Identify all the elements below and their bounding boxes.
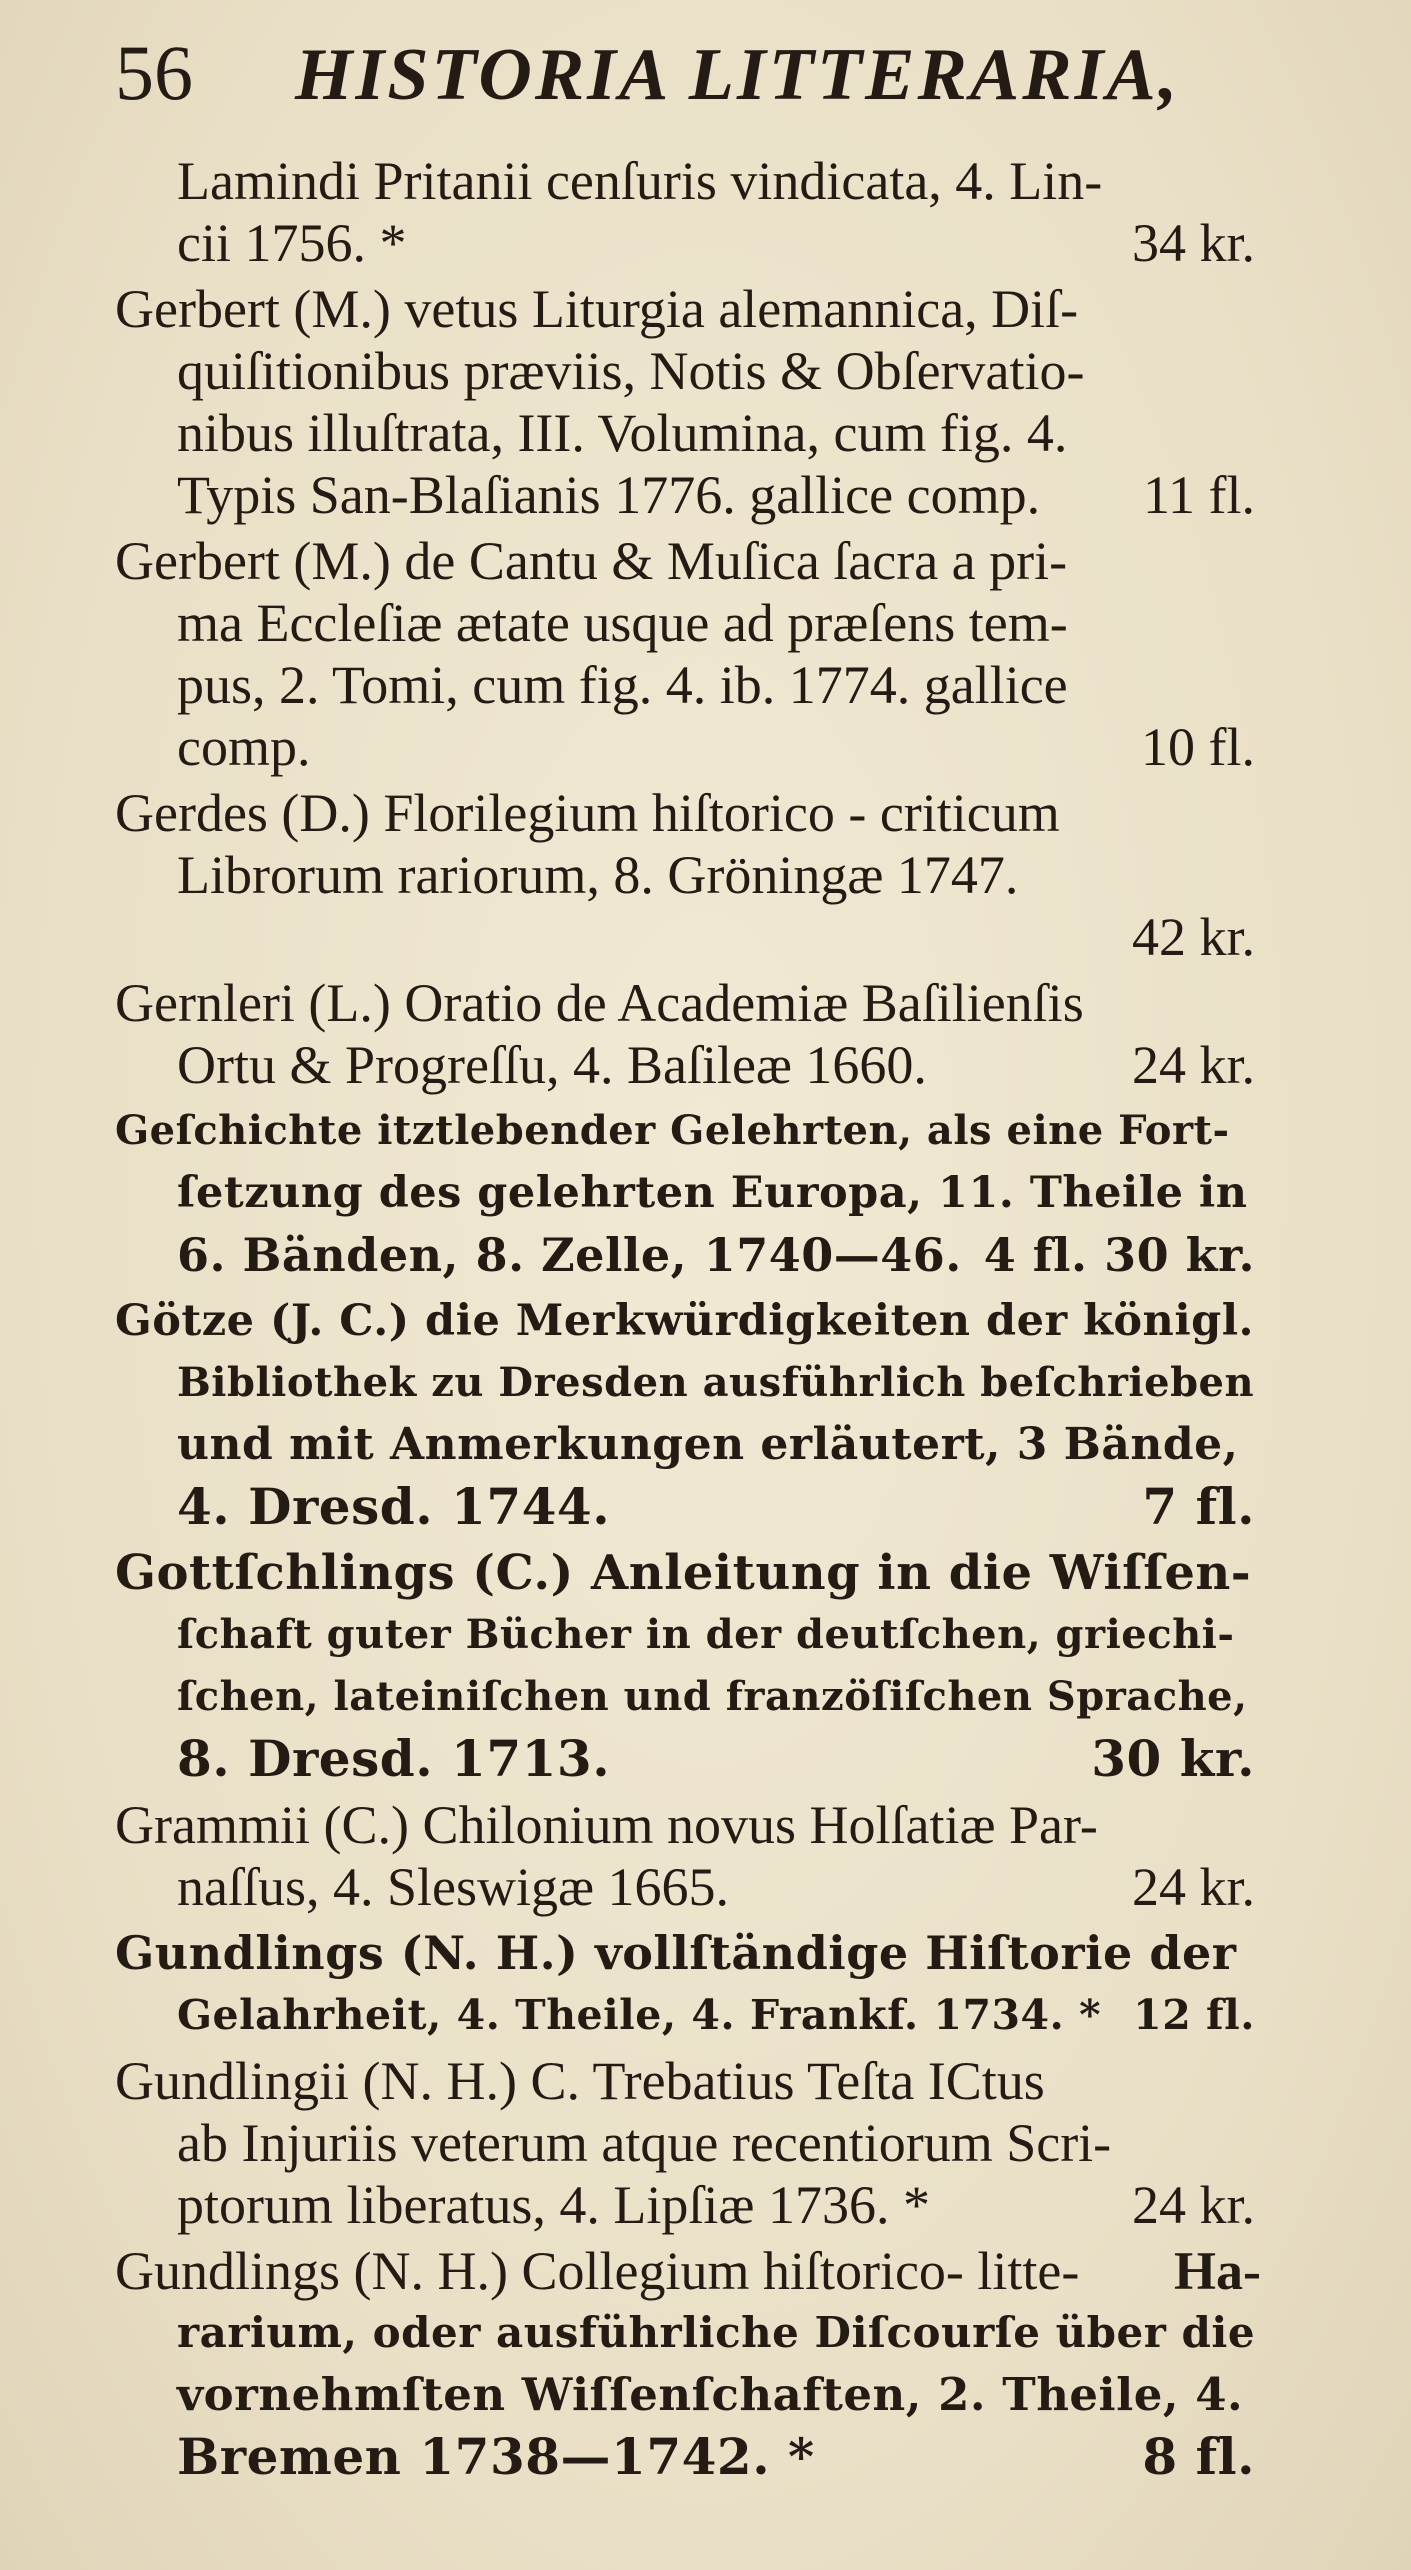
entry-line bbox=[115, 2302, 1255, 2364]
entry-line bbox=[115, 2112, 1255, 2174]
entry-line bbox=[115, 1414, 1255, 1476]
entry-text: quiſitionibus præviis, Notis & Obſervatio- bbox=[177, 341, 1085, 401]
entry-text: Gundlings (N. H.) vollſtändige Hiſtorie der bbox=[115, 1926, 1237, 1980]
entry-text: Götze (J. C.) die Merkwürdigkeiten der königl. bbox=[115, 1296, 1255, 1346]
entry-text: Gundlingii (N. H.) C. Trebatius Teſta ICtus bbox=[115, 2051, 1045, 2111]
entry-price: 11 fl. bbox=[1143, 465, 1255, 525]
entry-text: ab Injuriis veterum atque recentiorum Scri- bbox=[177, 2113, 1112, 2173]
entry-line bbox=[115, 592, 1255, 654]
catalog-entry bbox=[115, 1542, 1255, 1790]
entry-text: pus, 2. Tomi, cum fig. 4. ib. 1774. gallice bbox=[177, 655, 1068, 715]
entry-line bbox=[115, 844, 1255, 906]
entry-text: Typis San-Blaſianis 1776. gallice comp. bbox=[177, 465, 1041, 525]
entry-price: 10 fl. bbox=[1141, 717, 1255, 777]
catchword: Ha- bbox=[1174, 2241, 1261, 2301]
entry-text: ſchen, lateiniſchen und franzöſiſchen Sprache, bbox=[177, 1673, 1248, 1720]
entry-price: 24 kr. bbox=[1131, 1035, 1255, 1095]
running-title: HISTORIA LITTERARIA, bbox=[295, 34, 1181, 116]
entry-line bbox=[115, 212, 1255, 274]
entry-text: ſchaft guter Bücher in der deutſchen, griechi- bbox=[177, 1611, 1235, 1658]
entry-line bbox=[115, 2240, 1255, 2302]
catalog-entry bbox=[115, 150, 1255, 274]
entry-line bbox=[115, 2174, 1255, 2236]
entry-line bbox=[115, 782, 1255, 844]
entry-line bbox=[115, 1728, 1255, 1790]
catalog-entries bbox=[115, 150, 1255, 2492]
entry-line bbox=[115, 1542, 1255, 1604]
entry-text: Bremen 1738—1742. * bbox=[177, 2427, 815, 2486]
catalog-entry bbox=[115, 1100, 1255, 1286]
entry-line bbox=[115, 906, 1255, 968]
entry-text: ſetzung des gelehrten Europa, 11. Theile in bbox=[177, 1168, 1248, 1218]
entry-line bbox=[115, 2364, 1255, 2426]
entry-line bbox=[115, 654, 1255, 716]
catalog-entry bbox=[115, 1290, 1255, 1538]
entry-text: 8. Dresd. 1713. bbox=[177, 1729, 611, 1788]
entry-line bbox=[115, 402, 1255, 464]
entry-text: Librorum rariorum, 8. Gröningæ 1747. bbox=[177, 845, 1019, 905]
entry-text: Gerdes (D.) Florilegium hiſtorico - criticum bbox=[115, 783, 1060, 843]
entry-price: 30 kr. bbox=[1091, 1729, 1255, 1788]
catalog-entry bbox=[115, 782, 1255, 968]
entry-text: Gerbert (M.) vetus Liturgia alemannica, Diſ- bbox=[115, 279, 1079, 339]
entry-line bbox=[115, 1352, 1255, 1414]
entry-line bbox=[115, 150, 1255, 212]
entry-text: ma Eccleſiæ ætate usque ad præſens tem- bbox=[177, 593, 1068, 653]
catalog-entry bbox=[115, 278, 1255, 526]
entry-text: comp. bbox=[177, 717, 311, 777]
running-header bbox=[115, 28, 1245, 128]
entry-price: 24 kr. bbox=[1131, 1857, 1255, 1917]
entry-text: Gottſchlings (C.) Anleitung in die Wiſſen- bbox=[115, 1545, 1252, 1601]
catalog-entry bbox=[115, 1794, 1255, 1918]
entry-price: 42 kr. bbox=[1131, 907, 1255, 967]
entry-line bbox=[115, 1856, 1255, 1918]
entry-price: 4 fl. 30 kr. bbox=[983, 1228, 1255, 1282]
entry-line bbox=[115, 1224, 1255, 1286]
entry-text: Bibliothek zu Dresden ausführlich beſchrieben bbox=[177, 1359, 1255, 1406]
entry-price: 34 kr. bbox=[1131, 213, 1255, 273]
entry-text: Gelahrheit, 4. Theile, 4. Frankf. 1734. * bbox=[177, 1991, 1102, 2039]
entry-text: ptorum liberatus, 4. Lipſiæ 1736. * bbox=[177, 2175, 930, 2235]
entry-text: rarium, oder ausführliche Diſcourſe über die bbox=[177, 2308, 1256, 2357]
entry-line bbox=[115, 1666, 1255, 1728]
entry-line bbox=[115, 340, 1255, 402]
entry-line bbox=[115, 464, 1255, 526]
entry-line bbox=[115, 1162, 1255, 1224]
entry-line bbox=[115, 1290, 1255, 1352]
entry-price: 7 fl. bbox=[1142, 1477, 1255, 1536]
entry-price: 8 fl. bbox=[1142, 2427, 1255, 2486]
entry-line bbox=[115, 1794, 1255, 1856]
entry-line bbox=[115, 1604, 1255, 1666]
entry-price: 12 fl. bbox=[1133, 1991, 1255, 2039]
catalog-entry bbox=[115, 1922, 1255, 2046]
entry-line bbox=[115, 278, 1255, 340]
entry-line bbox=[115, 1922, 1255, 1984]
entry-line bbox=[115, 2050, 1255, 2112]
entry-text: Ortu & Progreſſu, 4. Baſileæ 1660. bbox=[177, 1035, 927, 1095]
entry-price: 24 kr. bbox=[1131, 2175, 1255, 2235]
entry-text: nibus illuſtrata, III. Volumina, cum fig. 4. bbox=[177, 403, 1068, 463]
entry-text: Gerbert (M.) de Cantu & Muſica ſacra a pri- bbox=[115, 531, 1068, 591]
entry-line bbox=[115, 1476, 1255, 1538]
entry-line bbox=[115, 1034, 1255, 1096]
entry-line bbox=[115, 716, 1255, 778]
page-number: 56 bbox=[115, 29, 193, 116]
catalog-entry bbox=[115, 2050, 1255, 2236]
entry-line bbox=[115, 2426, 1255, 2488]
entry-text: Grammii (C.) Chilonium novus Holſatiæ Par- bbox=[115, 1795, 1098, 1855]
entry-line bbox=[115, 1100, 1255, 1162]
entry-text: naſſus, 4. Sleswigæ 1665. bbox=[177, 1857, 730, 1917]
entry-text: Geſchichte itztlebender Gelehrten, als eine Fort- bbox=[115, 1107, 1230, 1154]
entry-text: cii 1756. * bbox=[177, 213, 407, 273]
entry-text: 4. Dresd. 1744. bbox=[177, 1477, 611, 1536]
catalog-entry bbox=[115, 530, 1255, 778]
entry-line bbox=[115, 1984, 1255, 2046]
entry-text: Gernleri (L.) Oratio de Academiæ Baſilienſis bbox=[115, 973, 1084, 1033]
catalog-entry bbox=[115, 972, 1255, 1096]
entry-text: 6. Bänden, 8. Zelle, 1740—46. bbox=[177, 1228, 962, 1282]
entry-text: vornehmſten Wiſſenſchaften, 2. Theile, 4. bbox=[177, 2368, 1244, 2421]
catalog-entry bbox=[115, 2240, 1255, 2488]
entry-text: Lamindi Pritanii cenſuris vindicata, 4. Lin- bbox=[177, 151, 1103, 211]
entry-line bbox=[115, 972, 1255, 1034]
entry-line bbox=[115, 530, 1255, 592]
entry-text: Gundlings (N. H.) Collegium hiſtorico- litte- bbox=[115, 2241, 1080, 2301]
entry-text: und mit Anmerkungen erläutert, 3 Bände, bbox=[177, 1419, 1239, 1470]
